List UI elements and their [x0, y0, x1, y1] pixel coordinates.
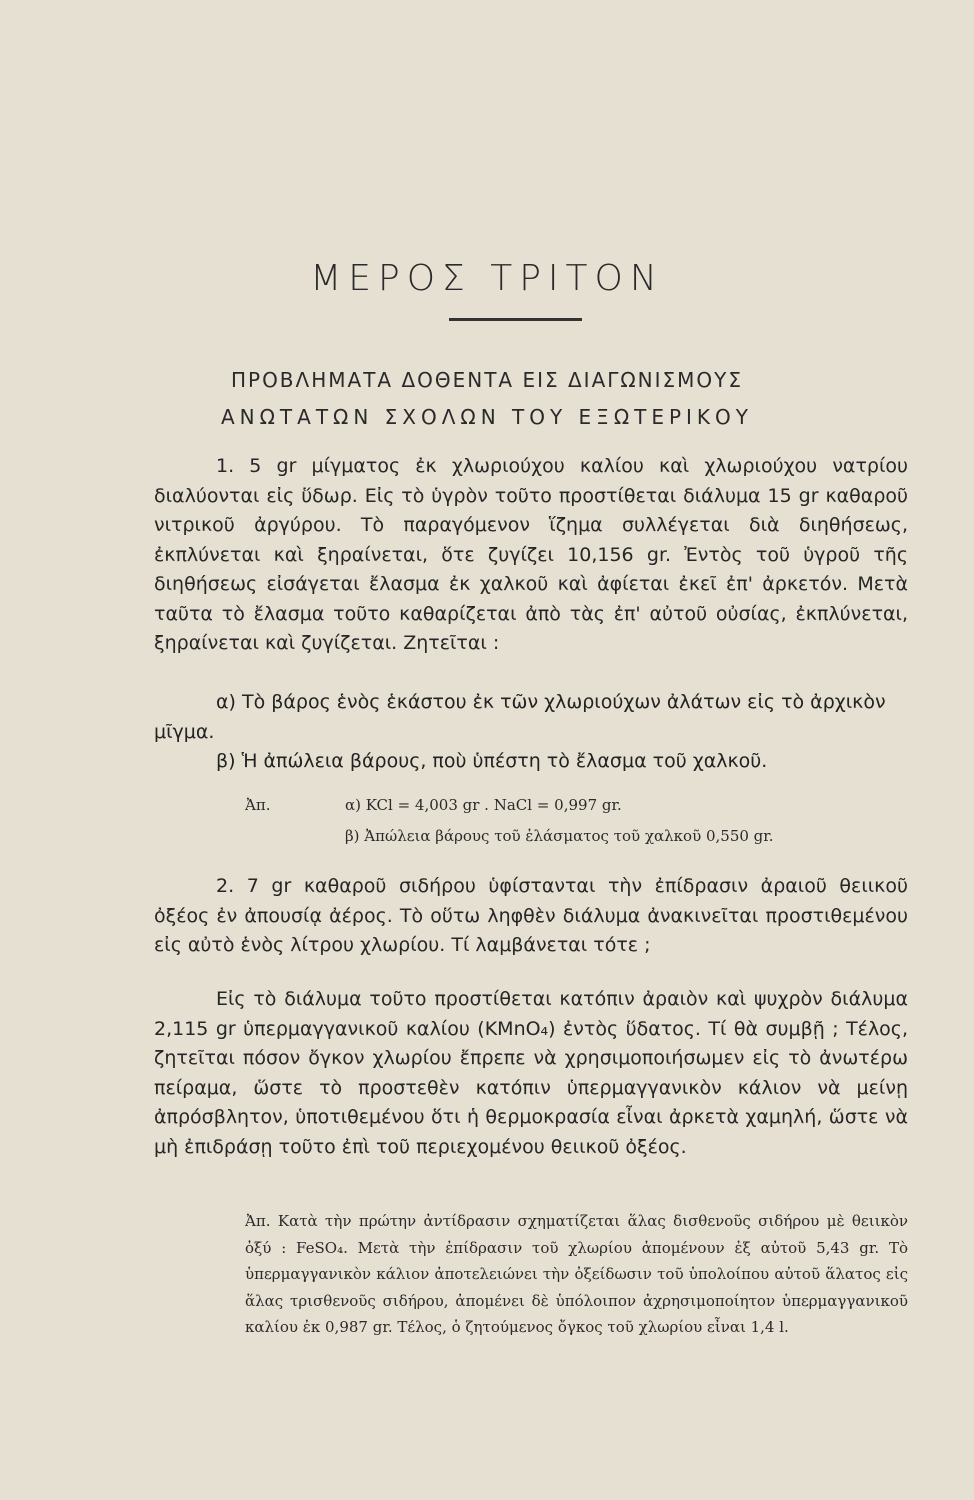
problem-2-text-continued: Εἰς τὸ διάλυμα τοῦτο προστίθεται κατόπιν ἀραιὸν καὶ ψυχρὸν διάλυμα 2,115 gr ὑπερμαγγανικοῦ καλίου (KMnO₄) ἐντὸς ὕδατος. Τί θὰ συμβῇ ; Τέλος, ζητεῖται πόσον ὄγκον χλωρίου ἔπρεπε νὰ χρησιμοποιήσωμεν εἰς τὸ ἀνωτέρω πείραμα, ὥστε τὸ προστεθὲν κατόπιν ὑπερμαγγανικὸν κάλιον νὰ μείνῃ ἀπρόσβλητον, ὑποτιθεμένου ὅτι ἡ θερμοκρασία εἶναι ἀρκετὰ χαμηλή, ὥστε νὰ μὴ ἐπιδράσῃ τοῦτο ἐπὶ τοῦ περιεχομένου θειικοῦ ὀξέος. — [154, 988, 908, 1158]
section-subtitle-line1: ΠΡΟΒΛΗΜΑΤΑ ΔΟΘΕΝΤΑ ΕΙΣ ΔΙΑΓΩΝΙΣΜΟΥΣ — [230, 368, 744, 392]
problem-1-answer-a: α) KCl = 4,003 gr . NaCl = 0,997 gr. — [345, 796, 622, 814]
problem-1-answer-b: β) Ἀπώλεια βάρους τοῦ ἐλάσματος τοῦ χαλκοῦ 0,550 gr. — [345, 827, 774, 845]
problem-2-answer: Ἀπ. Κατὰ τὴν πρώτην ἀντίδρασιν σχηματίζεται ἅλας δισθενοῦς σιδήρου μὲ θειικὸν ὀξύ : FeSO₄. Μετὰ τὴν ἐπίδρασιν τοῦ χλωρίου ἀπομένουν ἐξ αὐτοῦ 5,43 gr. Τὸ ὑπερμαγγανικὸν κάλιον ἀποτελειώνει τὴν ὀξείδωσιν τοῦ ὑπολοίπου αὐτοῦ ἅλατος εἰς ἅλας τρισθενοῦς σιδήρου, ἀπομένει δὲ ὑπόλοιπον ἀχρησιμοποίητον ὑπερμαγγανικοῦ καλίου ἐκ 0,987 gr. Τέλος, ὁ ζητούμενος ὄγκος τοῦ χλωρίου εἶναι 1,4 l. — [245, 1212, 908, 1336]
title-rule — [449, 318, 582, 321]
problem-1-item-a: α) Τὸ βάρος ἑνὸς ἑκάστου ἐκ τῶν χλωριούχων ἀλάτων εἰς τὸ ἀρχικὸν μῖγμα. — [154, 691, 886, 743]
part-title: ΜΕΡΟΣ ΤΡΙΤΟΝ — [310, 258, 664, 299]
problem-1-answer-label: Ἀπ. — [245, 796, 271, 814]
problem-1-item-b: β) Ἡ ἀπώλεια βάρους, ποὺ ὑπέστη τὸ ἔλασμα τοῦ χαλκοῦ. — [216, 750, 768, 772]
problem-2-text: 2. 7 gr καθαροῦ σιδήρου ὑφίστανται τὴν ἐπίδρασιν ἀραιοῦ θειικοῦ ὀξέος ἐν ἀπουσίᾳ ἀέρος. Τὸ οὕτω ληφθὲν διάλυμα ἀνακινεῖται προστιθεμένου εἰς αὐτὸ ἑνὸς λίτρου χλωρίου. Τί λαμβάνεται τότε ; — [154, 875, 908, 956]
problem-1-text: 1. 5 gr μίγματος ἐκ χλωριούχου καλίου καὶ χλωριούχου νατρίου διαλύονται εἰς ὕδωρ. Εἰς τὸ ὑγρὸν τοῦτο προστίθεται διάλυμα 15 gr καθαροῦ νιτρικοῦ ἀργύρου. Τὸ παραγόμενον ἵζημα συλλέγεται διὰ διηθήσεως, ἐκπλύνεται καὶ ξηραίνεται, ὅτε ζυγίζει 10,156 gr. Ἐντὸς τοῦ ὑγροῦ τῆς διηθήσεως εἰσάγεται ἔλασμα ἐκ χαλκοῦ καὶ ἀφίεται ἐκεῖ ἐπ' ἀρκετόν. Μετὰ ταῦτα τὸ ἔλασμα τοῦτο καθαρίζεται ἀπὸ τὰς ἐπ' αὐτοῦ οὐσίας, ἐκπλύνεται, ξηραίνεται καὶ ζυγίζεται. Ζητεῖται : — [154, 455, 908, 654]
section-subtitle-line2: ΑΝΩΤΑΤΩΝ ΣΧΟΛΩΝ ΤΟΥ ΕΞΩΤΕΡΙΚΟΥ — [221, 405, 753, 429]
